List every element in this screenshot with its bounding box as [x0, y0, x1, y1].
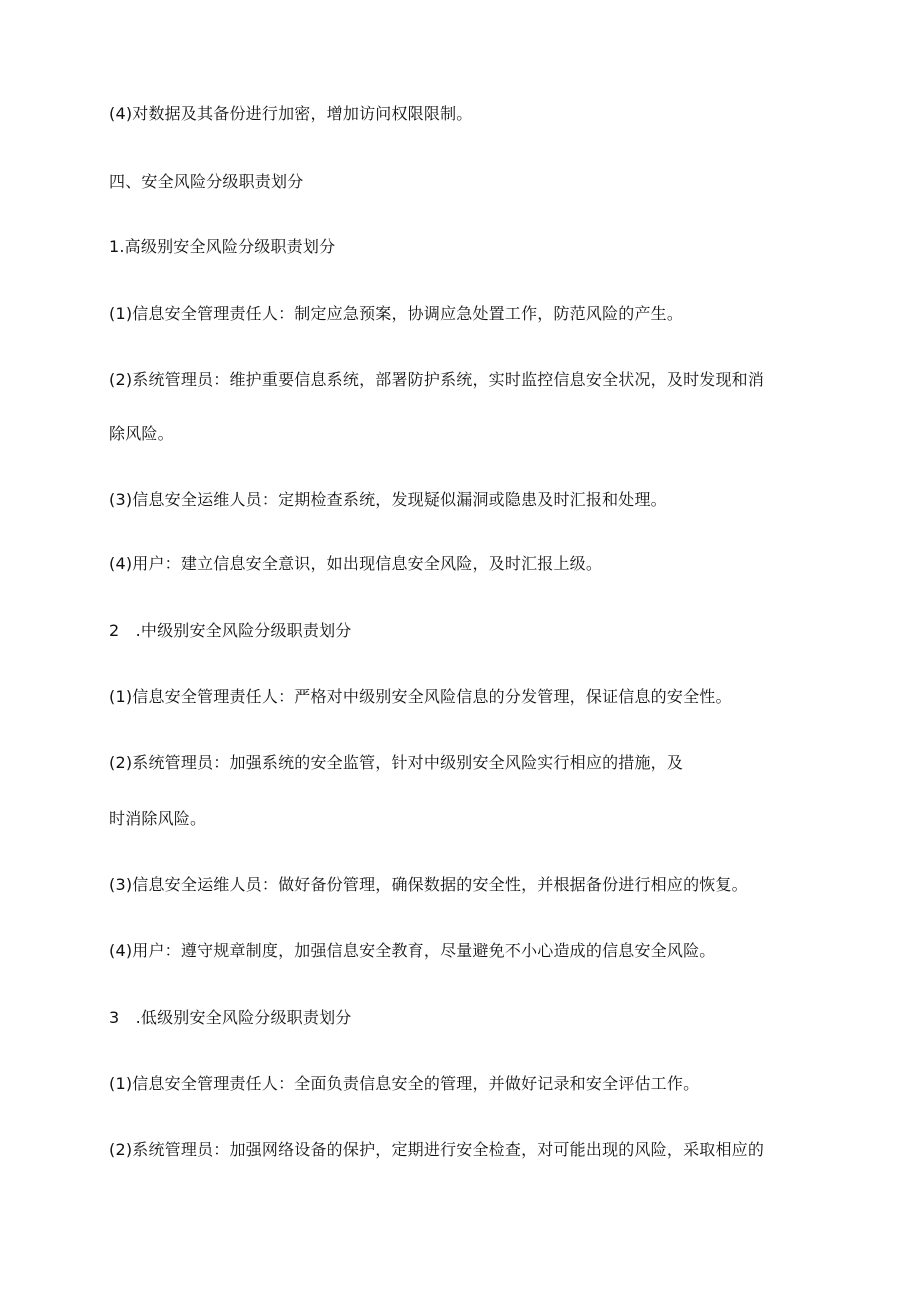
paragraph-line: (2)系统管理员：加强系统的安全监管，针对中级别安全风险实行相应的措施，及	[109, 753, 684, 772]
paragraph-line: (1)信息安全管理责任人：全面负责信息安全的管理，并做好记录和安全评估工作。	[109, 1074, 700, 1093]
paragraph-line: (4)对数据及其备份进行加密，增加访问权限限制。	[109, 104, 473, 123]
section-heading: 四、安全风险分级职责划分	[109, 172, 304, 191]
paragraph-line: (2)系统管理员：加强网络设备的保护，定期进行安全检查，对可能出现的风险，采取相应的	[109, 1140, 765, 1159]
subsection-heading: 2 .中级别安全风险分级职责划分	[109, 621, 352, 640]
paragraph-line: 除风险。	[109, 424, 174, 443]
paragraph-line: (1)信息安全管理责任人：严格对中级别安全风险信息的分发管理，保证信息的安全性。	[109, 687, 732, 706]
subsection-heading: 1.高级别安全风险分级职责划分	[109, 237, 336, 256]
paragraph-line: (3)信息安全运维人员：定期检查系统，发现疑似漏洞或隐患及时汇报和处理。	[109, 490, 667, 509]
paragraph-line: 时消除风险。	[109, 809, 207, 828]
paragraph-line: (1)信息安全管理责任人：制定应急预案，协调应急处置工作，防范风险的产生。	[109, 304, 684, 323]
paragraph-line: (3)信息安全运维人员：做好备份管理，确保数据的安全性，并根据备份进行相应的恢复。	[109, 875, 748, 894]
subsection-heading: 3 .低级别安全风险分级职责划分	[109, 1008, 352, 1027]
paragraph-line: (4)用户：遵守规章制度，加强信息安全教育，尽量避免不小心造成的信息安全风险。	[109, 941, 716, 960]
paragraph-line: (2)系统管理员：维护重要信息系统，部署防护系统，实时监控信息安全状况，及时发现和消	[109, 370, 765, 389]
paragraph-line: (4)用户：建立信息安全意识，如出现信息安全风险，及时汇报上级。	[109, 554, 603, 573]
